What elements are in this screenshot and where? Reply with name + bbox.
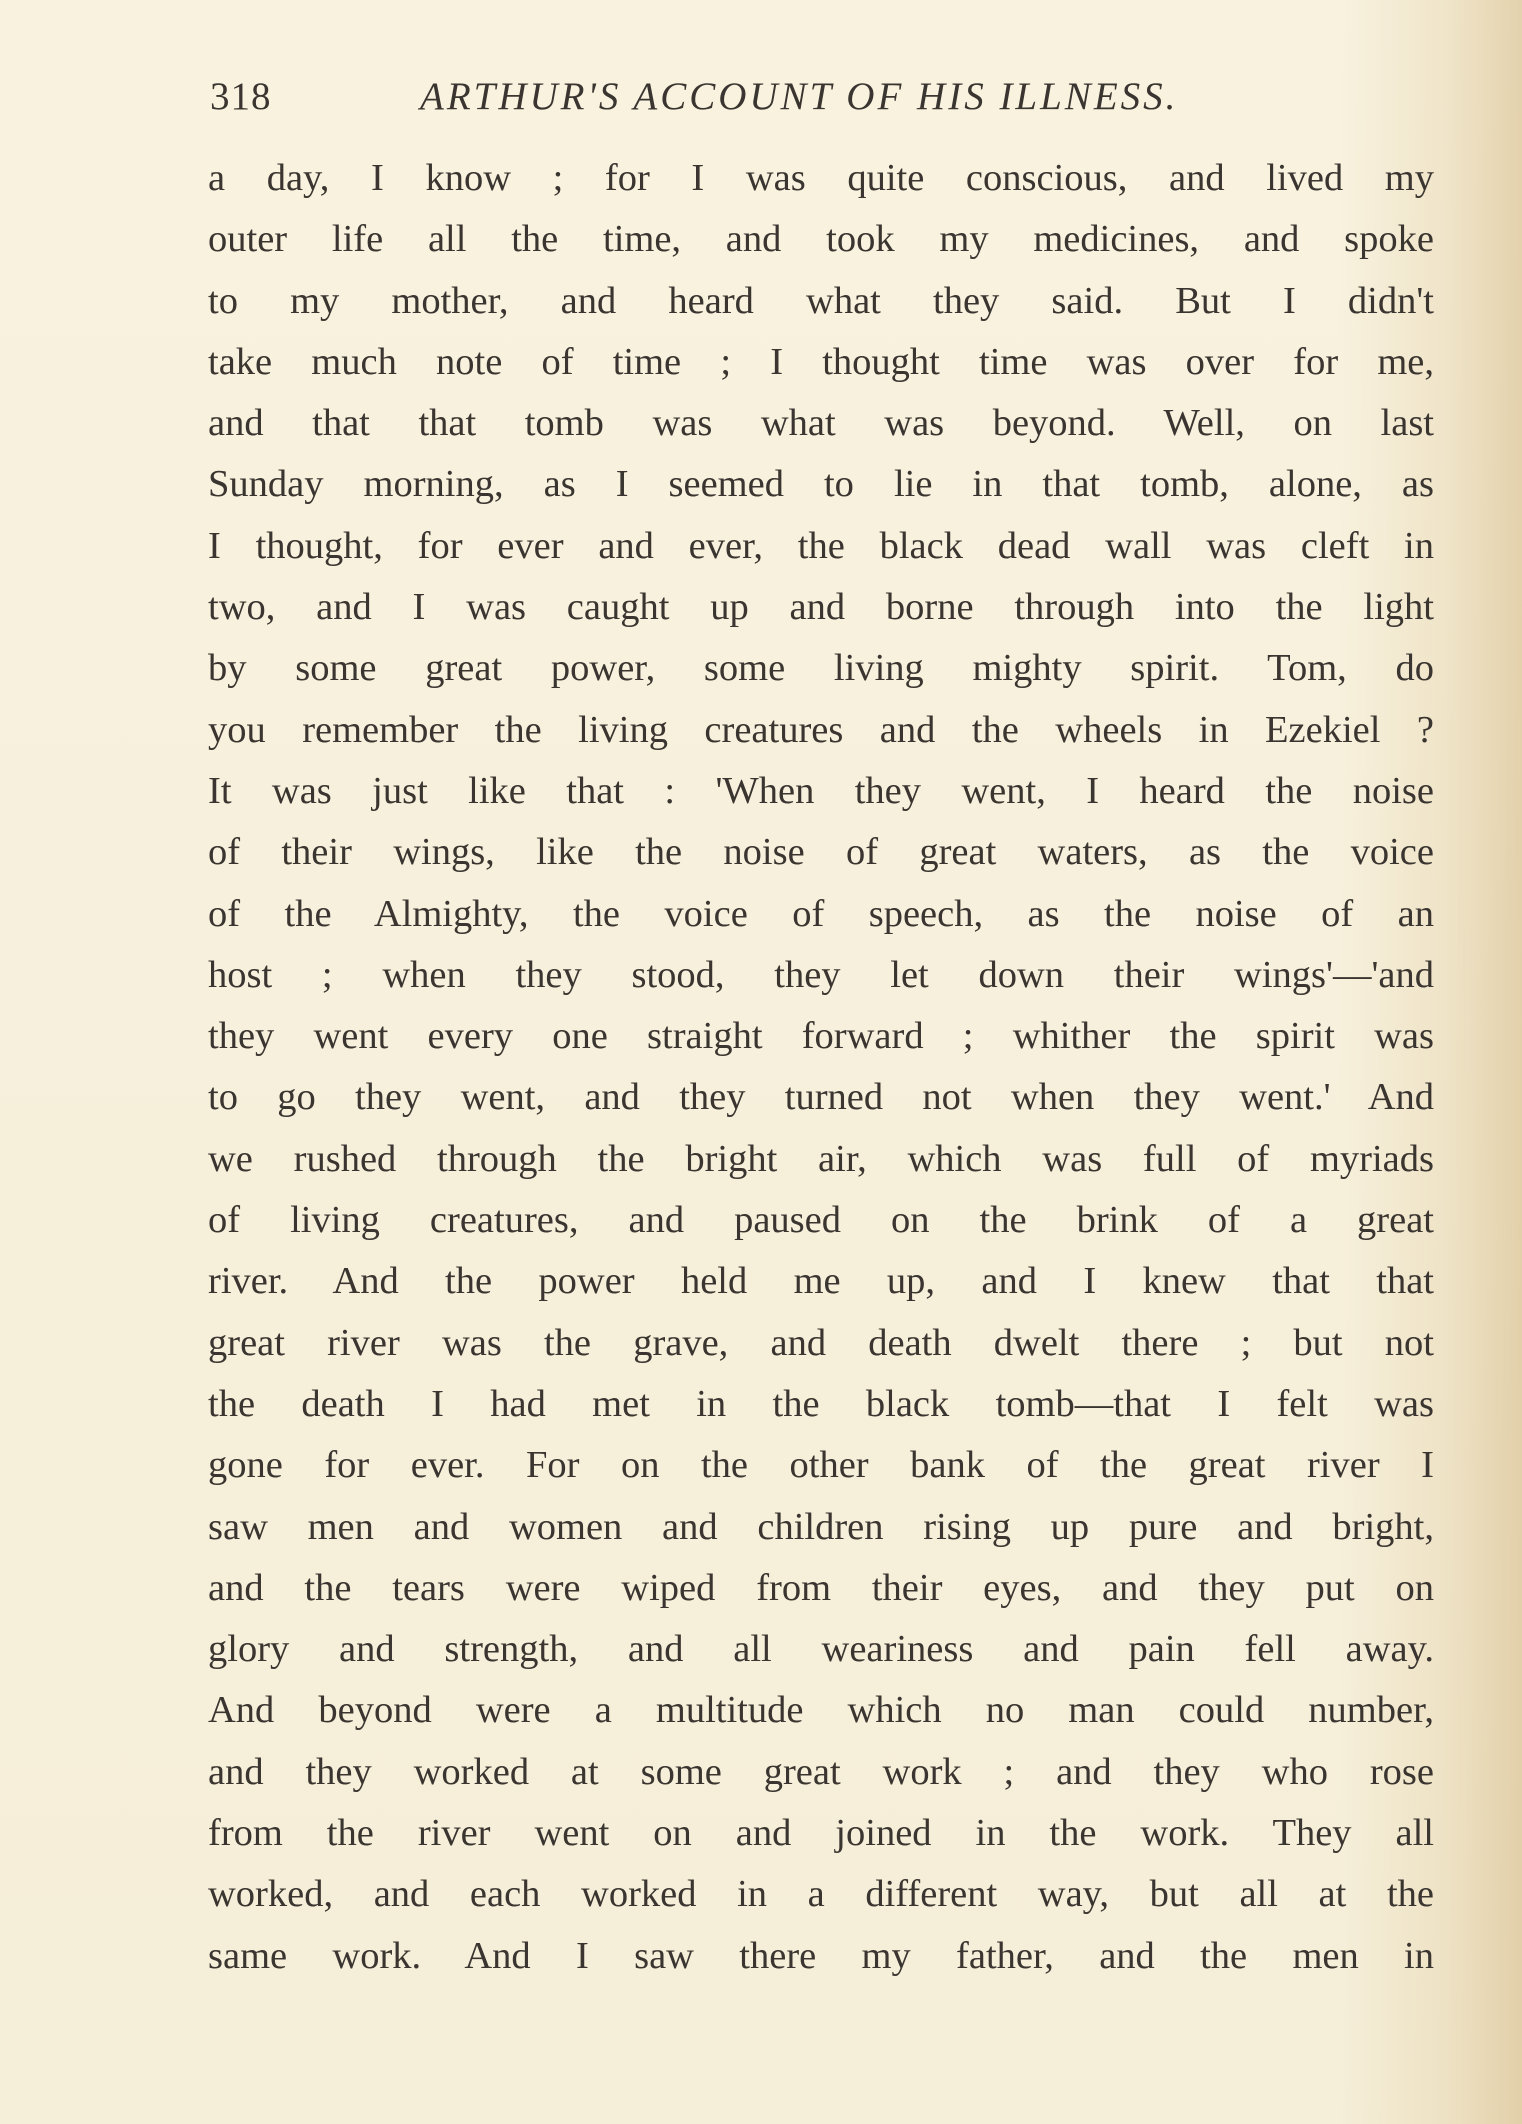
- text-line: worked, and each worked in a different way, but all at the: [208, 1873, 1434, 1916]
- text-line: river. And the power held me up, and I knew that that: [208, 1260, 1434, 1303]
- text-line: they went every one straight forward ; whither the spirit was: [208, 1015, 1434, 1058]
- running-head: [210, 74, 1240, 124]
- text-line: by some great power, some living mighty spirit. Tom, do: [208, 647, 1434, 690]
- text-line: two, and I was caught up and borne through into the light: [208, 586, 1434, 629]
- running-title: ARTHUR'S ACCOUNT OF HIS ILLNESS.: [420, 75, 1179, 118]
- text-line: gone for ever. For on the other bank of the great river I: [208, 1444, 1434, 1487]
- text-line: host ; when they stood, they let down their wings'—'and: [208, 953, 1434, 996]
- text-line: Sunday morning, as I seemed to lie in that tomb, alone, as: [208, 463, 1434, 506]
- text-line: It was just like that : 'When they went, I heard the noise: [208, 769, 1434, 812]
- text-line: and that that tomb was what was beyond. Well, on last: [208, 402, 1434, 445]
- text-line: of their wings, like the noise of great waters, as the voice: [208, 831, 1434, 874]
- text-line: and the tears were wiped from their eyes, and they put on: [208, 1566, 1434, 1609]
- text-line: to go they went, and they turned not when they went.' And: [208, 1076, 1434, 1119]
- text-line: of the Almighty, the voice of speech, as the noise of an: [208, 892, 1434, 935]
- text-line: the death I had met in the black tomb—that I felt was: [208, 1382, 1434, 1425]
- text-line: you remember the living creatures and the wheels in Ezekiel ?: [208, 708, 1434, 751]
- page-number: 318: [210, 75, 272, 118]
- text-line: outer life all the time, and took my medicines, and spoke: [208, 218, 1434, 261]
- text-line: we rushed through the bright air, which was full of myriads: [208, 1137, 1434, 1180]
- text-line: saw men and women and children rising up pure and bright,: [208, 1505, 1434, 1548]
- text-line: from the river went on and joined in the work. They all: [208, 1812, 1434, 1855]
- text-line: glory and strength, and all weariness and pain fell away.: [208, 1628, 1434, 1671]
- text-line: and they worked at some great work ; and they who rose: [208, 1750, 1434, 1793]
- text-line: to my mother, and heard what they said. But I didn't: [208, 279, 1434, 322]
- text-line: take much note of time ; I thought time was over for me,: [208, 340, 1434, 383]
- text-line: same work. And I saw there my father, and the men in: [208, 1934, 1434, 1977]
- body-text: [208, 148, 1434, 1987]
- text-line: great river was the grave, and death dwelt there ; but not: [208, 1321, 1434, 1364]
- text-line: I thought, for ever and ever, the black dead wall was cleft in: [208, 524, 1434, 567]
- text-line: of living creatures, and paused on the brink of a great: [208, 1199, 1434, 1242]
- text-line: a day, I know ; for I was quite conscious, and lived my: [208, 157, 1434, 199]
- text-line: And beyond were a multitude which no man could number,: [208, 1689, 1434, 1732]
